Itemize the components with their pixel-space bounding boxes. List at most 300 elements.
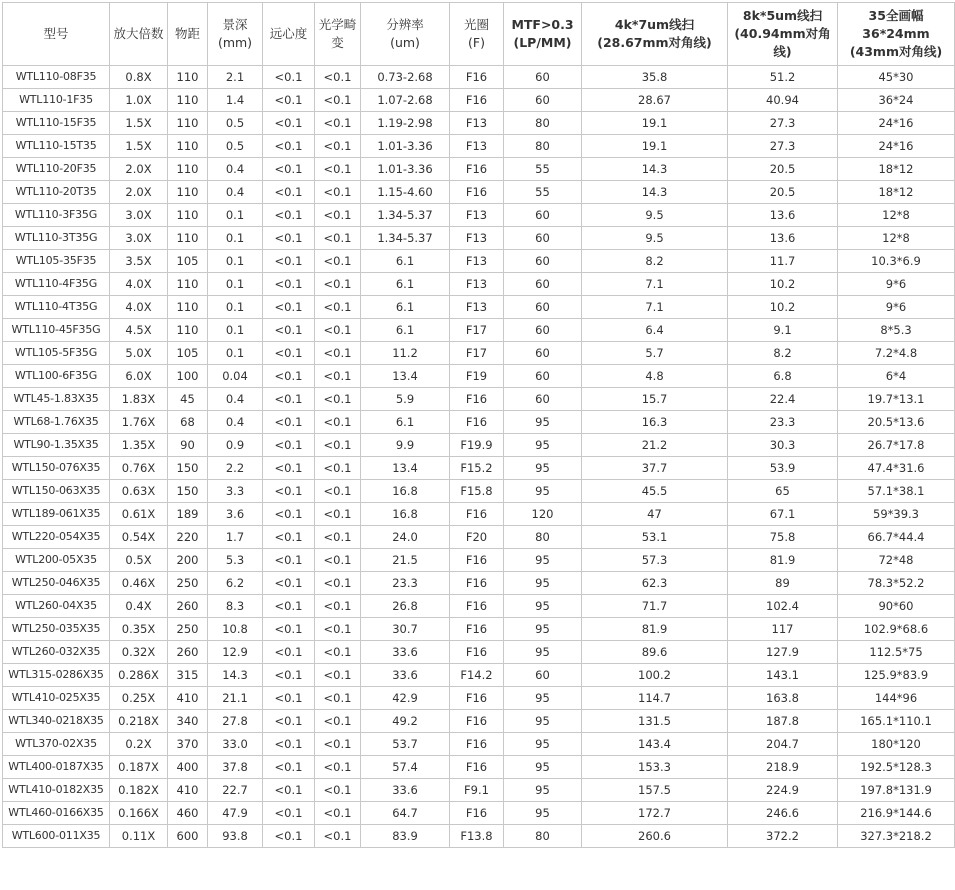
cell-aperture: F16 [450, 181, 504, 204]
cell-working-distance: 400 [168, 756, 208, 779]
header-telecentricity [263, 3, 315, 66]
cell-resolution: 1.15-4.60 [361, 181, 450, 204]
table-header [3, 3, 955, 66]
table-row [3, 825, 955, 848]
cell-mtf: 55 [504, 158, 582, 181]
cell-full-frame-35: 102.9*68.6 [838, 618, 955, 641]
cell-aperture: F16 [450, 687, 504, 710]
cell-linescan-8k: 81.9 [728, 549, 838, 572]
cell-working-distance: 220 [168, 526, 208, 549]
cell-linescan-4k: 5.7 [582, 342, 728, 365]
cell-linescan-4k: 15.7 [582, 388, 728, 411]
header-line: MTF>0.3 [511, 17, 574, 32]
cell-linescan-4k: 28.67 [582, 89, 728, 112]
cell-model: WTL315-0286X35 [3, 664, 110, 687]
cell-resolution: 30.7 [361, 618, 450, 641]
cell-depth-of-field: 0.5 [208, 112, 263, 135]
cell-magnification: 3.0X [110, 227, 168, 250]
cell-full-frame-35: 36*24 [838, 89, 955, 112]
cell-depth-of-field: 0.04 [208, 365, 263, 388]
cell-magnification: 0.35X [110, 618, 168, 641]
cell-mtf: 95 [504, 733, 582, 756]
cell-model: WTL100-6F35G [3, 365, 110, 388]
cell-full-frame-35: 59*39.3 [838, 503, 955, 526]
cell-aperture: F19.9 [450, 434, 504, 457]
cell-depth-of-field: 5.3 [208, 549, 263, 572]
table-row [3, 66, 955, 89]
cell-linescan-4k: 21.2 [582, 434, 728, 457]
cell-working-distance: 110 [168, 296, 208, 319]
cell-linescan-4k: 16.3 [582, 411, 728, 434]
cell-linescan-8k: 187.8 [728, 710, 838, 733]
cell-working-distance: 110 [168, 273, 208, 296]
cell-depth-of-field: 6.2 [208, 572, 263, 595]
cell-magnification: 1.76X [110, 411, 168, 434]
cell-aperture: F13 [450, 227, 504, 250]
cell-resolution: 1.34-5.37 [361, 227, 450, 250]
cell-resolution: 33.6 [361, 779, 450, 802]
cell-linescan-4k: 4.8 [582, 365, 728, 388]
cell-optical-distortion: <0.1 [315, 112, 361, 135]
cell-aperture: F13 [450, 135, 504, 158]
header-line: 光学畸 [318, 17, 357, 32]
header-line: 8k*5um线扫 [742, 8, 823, 23]
cell-mtf: 95 [504, 802, 582, 825]
table-row [3, 273, 955, 296]
cell-aperture: F17 [450, 342, 504, 365]
cell-optical-distortion: <0.1 [315, 204, 361, 227]
cell-mtf: 60 [504, 204, 582, 227]
cell-aperture: F16 [450, 89, 504, 112]
cell-mtf: 60 [504, 66, 582, 89]
cell-linescan-4k: 153.3 [582, 756, 728, 779]
cell-aperture: F17 [450, 319, 504, 342]
cell-aperture: F13 [450, 273, 504, 296]
cell-full-frame-35: 165.1*110.1 [838, 710, 955, 733]
cell-linescan-8k: 40.94 [728, 89, 838, 112]
cell-optical-distortion: <0.1 [315, 503, 361, 526]
cell-aperture: F16 [450, 411, 504, 434]
cell-model: WTL150-076X35 [3, 457, 110, 480]
cell-optical-distortion: <0.1 [315, 273, 361, 296]
cell-optical-distortion: <0.1 [315, 572, 361, 595]
cell-telecentricity: <0.1 [263, 779, 315, 802]
cell-working-distance: 110 [168, 181, 208, 204]
cell-optical-distortion: <0.1 [315, 641, 361, 664]
cell-magnification: 1.83X [110, 388, 168, 411]
cell-magnification: 0.218X [110, 710, 168, 733]
cell-mtf: 95 [504, 480, 582, 503]
cell-linescan-4k: 71.7 [582, 595, 728, 618]
cell-optical-distortion: <0.1 [315, 457, 361, 480]
cell-linescan-4k: 47 [582, 503, 728, 526]
cell-optical-distortion: <0.1 [315, 825, 361, 848]
header-line: 景深 [222, 17, 248, 32]
cell-model: WTL220-054X35 [3, 526, 110, 549]
cell-model: WTL110-1F35 [3, 89, 110, 112]
table-row [3, 779, 955, 802]
cell-magnification: 0.2X [110, 733, 168, 756]
cell-depth-of-field: 12.9 [208, 641, 263, 664]
cell-working-distance: 105 [168, 250, 208, 273]
cell-optical-distortion: <0.1 [315, 181, 361, 204]
table-row [3, 710, 955, 733]
cell-telecentricity: <0.1 [263, 572, 315, 595]
cell-aperture: F20 [450, 526, 504, 549]
cell-aperture: F13 [450, 296, 504, 319]
cell-resolution: 16.8 [361, 480, 450, 503]
cell-mtf: 95 [504, 457, 582, 480]
cell-optical-distortion: <0.1 [315, 595, 361, 618]
cell-depth-of-field: 1.4 [208, 89, 263, 112]
cell-optical-distortion: <0.1 [315, 411, 361, 434]
cell-magnification: 1.5X [110, 112, 168, 135]
cell-linescan-8k: 10.2 [728, 296, 838, 319]
cell-magnification: 0.182X [110, 779, 168, 802]
cell-linescan-8k: 20.5 [728, 158, 838, 181]
cell-telecentricity: <0.1 [263, 227, 315, 250]
header-line: (um) [390, 35, 420, 50]
cell-telecentricity: <0.1 [263, 618, 315, 641]
cell-resolution: 0.73-2.68 [361, 66, 450, 89]
cell-optical-distortion: <0.1 [315, 89, 361, 112]
cell-linescan-4k: 172.7 [582, 802, 728, 825]
cell-resolution: 5.9 [361, 388, 450, 411]
cell-working-distance: 410 [168, 779, 208, 802]
cell-resolution: 24.0 [361, 526, 450, 549]
table-row [3, 181, 955, 204]
cell-depth-of-field: 0.9 [208, 434, 263, 457]
header-line: 分辨率 [386, 17, 424, 32]
cell-optical-distortion: <0.1 [315, 66, 361, 89]
cell-magnification: 3.0X [110, 204, 168, 227]
cell-linescan-8k: 9.1 [728, 319, 838, 342]
cell-working-distance: 200 [168, 549, 208, 572]
cell-linescan-8k: 102.4 [728, 595, 838, 618]
cell-working-distance: 110 [168, 66, 208, 89]
cell-telecentricity: <0.1 [263, 480, 315, 503]
cell-resolution: 9.9 [361, 434, 450, 457]
cell-optical-distortion: <0.1 [315, 296, 361, 319]
table-row [3, 618, 955, 641]
cell-full-frame-35: 9*6 [838, 273, 955, 296]
cell-mtf: 80 [504, 135, 582, 158]
cell-depth-of-field: 0.1 [208, 342, 263, 365]
cell-linescan-8k: 27.3 [728, 112, 838, 135]
cell-linescan-8k: 27.3 [728, 135, 838, 158]
cell-depth-of-field: 27.8 [208, 710, 263, 733]
cell-magnification: 2.0X [110, 158, 168, 181]
cell-full-frame-35: 8*5.3 [838, 319, 955, 342]
cell-working-distance: 150 [168, 480, 208, 503]
cell-mtf: 95 [504, 779, 582, 802]
cell-mtf: 55 [504, 181, 582, 204]
cell-working-distance: 600 [168, 825, 208, 848]
cell-model: WTL410-025X35 [3, 687, 110, 710]
cell-depth-of-field: 37.8 [208, 756, 263, 779]
cell-working-distance: 260 [168, 641, 208, 664]
cell-model: WTL110-15F35 [3, 112, 110, 135]
header-model [3, 3, 110, 66]
cell-magnification: 0.61X [110, 503, 168, 526]
cell-model: WTL189-061X35 [3, 503, 110, 526]
cell-model: WTL105-35F35 [3, 250, 110, 273]
cell-aperture: F16 [450, 802, 504, 825]
cell-full-frame-35: 10.3*6.9 [838, 250, 955, 273]
table-body [3, 66, 955, 848]
cell-full-frame-35: 45*30 [838, 66, 955, 89]
cell-full-frame-35: 24*16 [838, 135, 955, 158]
cell-linescan-4k: 100.2 [582, 664, 728, 687]
cell-linescan-8k: 163.8 [728, 687, 838, 710]
cell-model: WTL110-20F35 [3, 158, 110, 181]
cell-optical-distortion: <0.1 [315, 526, 361, 549]
table-row [3, 687, 955, 710]
cell-aperture: F16 [450, 388, 504, 411]
cell-depth-of-field: 2.2 [208, 457, 263, 480]
cell-telecentricity: <0.1 [263, 503, 315, 526]
header-line: 35全画幅36*24mm [862, 8, 930, 41]
header-line: (mm) [217, 35, 253, 50]
cell-working-distance: 260 [168, 595, 208, 618]
cell-mtf: 80 [504, 825, 582, 848]
cell-working-distance: 189 [168, 503, 208, 526]
header-line: 物距 [174, 26, 200, 41]
cell-full-frame-35: 66.7*44.4 [838, 526, 955, 549]
cell-mtf: 80 [504, 526, 582, 549]
table-row [3, 342, 955, 365]
table-row [3, 664, 955, 687]
header-line: (43mm对角线) [849, 44, 943, 59]
cell-full-frame-35: 180*120 [838, 733, 955, 756]
cell-linescan-8k: 117 [728, 618, 838, 641]
cell-linescan-4k: 81.9 [582, 618, 728, 641]
cell-resolution: 1.01-3.36 [361, 135, 450, 158]
cell-magnification: 4.5X [110, 319, 168, 342]
cell-full-frame-35: 144*96 [838, 687, 955, 710]
cell-magnification: 1.0X [110, 89, 168, 112]
cell-mtf: 95 [504, 549, 582, 572]
cell-depth-of-field: 14.3 [208, 664, 263, 687]
cell-linescan-4k: 260.6 [582, 825, 728, 848]
cell-working-distance: 250 [168, 572, 208, 595]
cell-magnification: 4.0X [110, 296, 168, 319]
header-line: (LP/MM) [513, 35, 572, 50]
cell-optical-distortion: <0.1 [315, 388, 361, 411]
table-row [3, 526, 955, 549]
cell-depth-of-field: 8.3 [208, 595, 263, 618]
cell-model: WTL460-0166X35 [3, 802, 110, 825]
cell-depth-of-field: 0.4 [208, 158, 263, 181]
cell-linescan-8k: 10.2 [728, 273, 838, 296]
cell-linescan-4k: 53.1 [582, 526, 728, 549]
cell-mtf: 60 [504, 227, 582, 250]
table-row [3, 319, 955, 342]
header-working-distance [168, 3, 208, 66]
cell-telecentricity: <0.1 [263, 135, 315, 158]
table-row [3, 227, 955, 250]
cell-depth-of-field: 0.1 [208, 296, 263, 319]
cell-linescan-4k: 7.1 [582, 273, 728, 296]
cell-magnification: 1.5X [110, 135, 168, 158]
cell-linescan-8k: 20.5 [728, 181, 838, 204]
cell-optical-distortion: <0.1 [315, 733, 361, 756]
cell-full-frame-35: 12*8 [838, 204, 955, 227]
cell-model: WTL110-15T35 [3, 135, 110, 158]
cell-telecentricity: <0.1 [263, 802, 315, 825]
cell-mtf: 95 [504, 756, 582, 779]
cell-full-frame-35: 197.8*131.9 [838, 779, 955, 802]
cell-model: WTL110-08F35 [3, 66, 110, 89]
cell-working-distance: 90 [168, 434, 208, 457]
cell-magnification: 0.54X [110, 526, 168, 549]
cell-linescan-8k: 204.7 [728, 733, 838, 756]
cell-depth-of-field: 10.8 [208, 618, 263, 641]
cell-resolution: 11.2 [361, 342, 450, 365]
cell-full-frame-35: 24*16 [838, 112, 955, 135]
cell-model: WTL110-4F35G [3, 273, 110, 296]
cell-working-distance: 45 [168, 388, 208, 411]
cell-resolution: 6.1 [361, 273, 450, 296]
cell-aperture: F16 [450, 756, 504, 779]
cell-magnification: 0.63X [110, 480, 168, 503]
cell-optical-distortion: <0.1 [315, 342, 361, 365]
cell-linescan-4k: 131.5 [582, 710, 728, 733]
cell-magnification: 1.35X [110, 434, 168, 457]
cell-full-frame-35: 216.9*144.6 [838, 802, 955, 825]
cell-linescan-8k: 30.3 [728, 434, 838, 457]
cell-resolution: 13.4 [361, 365, 450, 388]
cell-magnification: 0.187X [110, 756, 168, 779]
cell-telecentricity: <0.1 [263, 112, 315, 135]
cell-depth-of-field: 0.5 [208, 135, 263, 158]
cell-model: WTL260-04X35 [3, 595, 110, 618]
cell-full-frame-35: 47.4*31.6 [838, 457, 955, 480]
table-row [3, 756, 955, 779]
cell-magnification: 0.25X [110, 687, 168, 710]
cell-mtf: 60 [504, 365, 582, 388]
cell-optical-distortion: <0.1 [315, 135, 361, 158]
cell-optical-distortion: <0.1 [315, 158, 361, 181]
cell-mtf: 60 [504, 89, 582, 112]
cell-working-distance: 68 [168, 411, 208, 434]
cell-depth-of-field: 22.7 [208, 779, 263, 802]
header-linescan-4k [582, 3, 728, 66]
cell-telecentricity: <0.1 [263, 710, 315, 733]
table-row [3, 296, 955, 319]
cell-mtf: 80 [504, 112, 582, 135]
cell-magnification: 0.8X [110, 66, 168, 89]
cell-working-distance: 370 [168, 733, 208, 756]
cell-linescan-4k: 57.3 [582, 549, 728, 572]
table-row [3, 480, 955, 503]
cell-working-distance: 110 [168, 158, 208, 181]
cell-mtf: 60 [504, 342, 582, 365]
cell-linescan-4k: 9.5 [582, 227, 728, 250]
cell-mtf: 95 [504, 710, 582, 733]
cell-resolution: 13.4 [361, 457, 450, 480]
cell-linescan-4k: 14.3 [582, 158, 728, 181]
cell-depth-of-field: 0.1 [208, 250, 263, 273]
cell-resolution: 6.1 [361, 296, 450, 319]
cell-linescan-8k: 218.9 [728, 756, 838, 779]
cell-depth-of-field: 47.9 [208, 802, 263, 825]
cell-mtf: 95 [504, 687, 582, 710]
cell-magnification: 0.46X [110, 572, 168, 595]
cell-depth-of-field: 33.0 [208, 733, 263, 756]
cell-working-distance: 110 [168, 89, 208, 112]
cell-full-frame-35: 78.3*52.2 [838, 572, 955, 595]
cell-linescan-8k: 224.9 [728, 779, 838, 802]
cell-depth-of-field: 0.1 [208, 204, 263, 227]
cell-model: WTL45-1.83X35 [3, 388, 110, 411]
cell-aperture: F16 [450, 158, 504, 181]
header-line: 放大倍数 [113, 26, 164, 41]
cell-depth-of-field: 3.3 [208, 480, 263, 503]
cell-full-frame-35: 72*48 [838, 549, 955, 572]
cell-model: WTL600-011X35 [3, 825, 110, 848]
cell-model: WTL340-0218X35 [3, 710, 110, 733]
cell-depth-of-field: 0.4 [208, 181, 263, 204]
cell-resolution: 42.9 [361, 687, 450, 710]
cell-mtf: 95 [504, 618, 582, 641]
cell-optical-distortion: <0.1 [315, 549, 361, 572]
cell-optical-distortion: <0.1 [315, 756, 361, 779]
cell-resolution: 6.1 [361, 319, 450, 342]
cell-resolution: 6.1 [361, 411, 450, 434]
cell-full-frame-35: 90*60 [838, 595, 955, 618]
cell-linescan-8k: 372.2 [728, 825, 838, 848]
cell-linescan-8k: 127.9 [728, 641, 838, 664]
table-row [3, 595, 955, 618]
header-depth-of-field [208, 3, 263, 66]
cell-resolution: 1.07-2.68 [361, 89, 450, 112]
cell-telecentricity: <0.1 [263, 733, 315, 756]
cell-aperture: F16 [450, 710, 504, 733]
cell-telecentricity: <0.1 [263, 549, 315, 572]
cell-linescan-8k: 67.1 [728, 503, 838, 526]
cell-mtf: 95 [504, 434, 582, 457]
cell-aperture: F9.1 [450, 779, 504, 802]
table-row [3, 204, 955, 227]
cell-resolution: 57.4 [361, 756, 450, 779]
cell-model: WTL260-032X35 [3, 641, 110, 664]
cell-optical-distortion: <0.1 [315, 710, 361, 733]
cell-working-distance: 110 [168, 112, 208, 135]
cell-full-frame-35: 12*8 [838, 227, 955, 250]
cell-telecentricity: <0.1 [263, 181, 315, 204]
table-row [3, 411, 955, 434]
table-row [3, 388, 955, 411]
cell-depth-of-field: 0.4 [208, 411, 263, 434]
cell-linescan-4k: 8.2 [582, 250, 728, 273]
cell-aperture: F13 [450, 250, 504, 273]
cell-telecentricity: <0.1 [263, 250, 315, 273]
cell-model: WTL370-02X35 [3, 733, 110, 756]
cell-linescan-4k: 35.8 [582, 66, 728, 89]
table-row [3, 641, 955, 664]
cell-aperture: F19 [450, 365, 504, 388]
cell-resolution: 49.2 [361, 710, 450, 733]
cell-telecentricity: <0.1 [263, 687, 315, 710]
cell-working-distance: 150 [168, 457, 208, 480]
cell-magnification: 0.166X [110, 802, 168, 825]
cell-telecentricity: <0.1 [263, 434, 315, 457]
cell-optical-distortion: <0.1 [315, 779, 361, 802]
cell-full-frame-35: 6*4 [838, 365, 955, 388]
cell-resolution: 6.1 [361, 250, 450, 273]
cell-linescan-4k: 6.4 [582, 319, 728, 342]
